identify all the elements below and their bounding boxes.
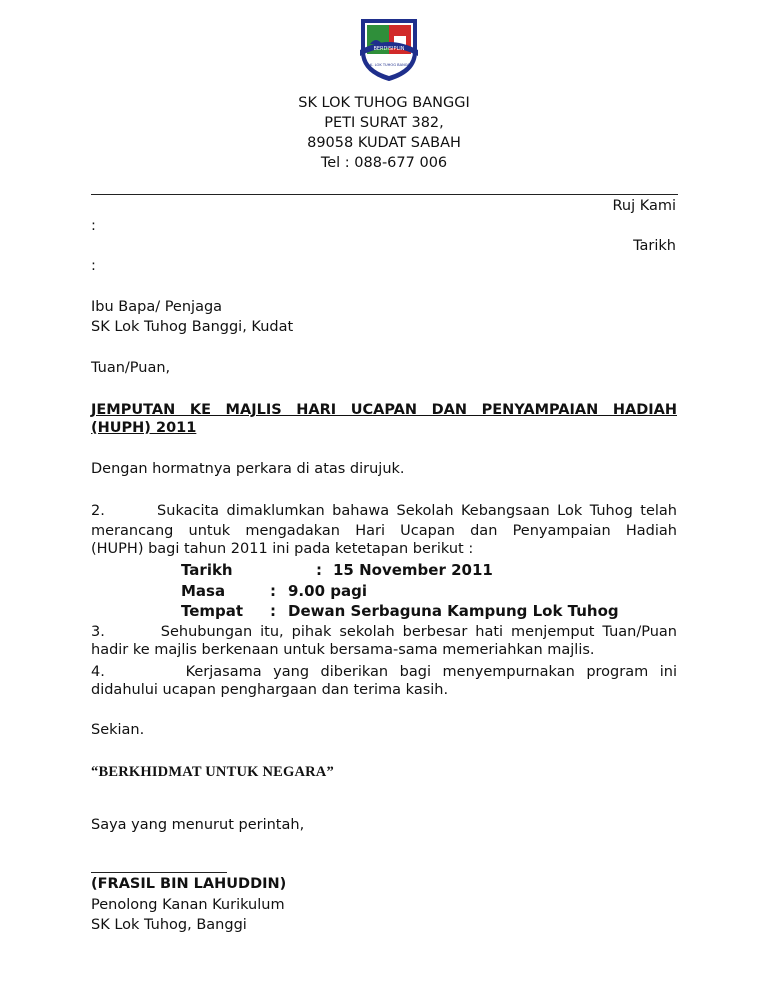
detail-value-tempat: Dewan Serbaguna Kampung Lok Tuhog	[288, 602, 619, 620]
paragraph-3-line-1: 3. Sehubungan itu, pihak sekolah berbesar hati menjemput Tuan/Puan	[91, 624, 677, 640]
detail-label-tempat: Tempat	[181, 602, 244, 620]
signature-line	[91, 872, 227, 873]
paragraph-2-line-1: 2. Sukacita dimaklumkan bahawa Sekolah Kebangsaan Lok Tuhog telah	[91, 503, 677, 519]
paragraph-4-line-1: 4. Kerjasama yang diberikan bagi menyempurnakan program ini	[91, 664, 677, 680]
sekian: Sekian.	[91, 722, 145, 738]
opening-line: Dengan hormatnya perkara di atas dirujuk.	[91, 461, 405, 477]
tarikh-colon: :	[91, 258, 96, 274]
signatory-name: (FRASIL BIN LAHUDDIN)	[91, 876, 287, 892]
detail-label-tarikh: Tarikh	[181, 561, 233, 579]
letterhead-divider	[91, 194, 678, 195]
telephone: Tel : 088-677 006	[320, 155, 448, 171]
subject-line-1: JEMPUTAN KE MAJLIS HARI UCAPAN DAN PENYAMPAIAN HADIAH	[91, 402, 677, 418]
logo-banner-text: BERDISIPLIN	[373, 46, 405, 52]
detail-sep-tarikh: :	[316, 561, 322, 579]
subject-line-2: (HUPH) 2011	[91, 420, 197, 436]
ruj-kami-colon: :	[91, 218, 96, 234]
detail-value-tarikh: 15 November 2011	[333, 561, 493, 579]
school-logo	[356, 14, 422, 82]
recipient-line-1: Ibu Bapa/ Penjaga	[91, 299, 223, 315]
school-name: SK LOK TUHOG BANGGI	[298, 95, 470, 111]
ruj-kami-label: Ruj Kami	[612, 198, 676, 214]
detail-sep-masa: :	[270, 582, 276, 600]
detail-label-masa: Masa	[181, 582, 226, 600]
paragraph-4-line-2: didahului ucapan penghargaan dan terima kasih.	[91, 682, 449, 698]
paragraph-3-line-2: hadir ke majlis berkenaan untuk bersama-sama memeriahkan majlis.	[91, 642, 595, 658]
detail-value-masa: 9.00 pagi	[288, 582, 367, 600]
motto: “BERKHIDMAT UNTUK NEGARA”	[91, 764, 334, 780]
recipient-line-2: SK Lok Tuhog Banggi, Kudat	[91, 319, 294, 335]
postcode-city: 89058 KUDAT SABAH	[307, 135, 461, 151]
paragraph-2-line-3: (HUPH) bagi tahun 2011 ini pada ketetapan berikut :	[91, 541, 474, 557]
detail-sep-tempat: :	[270, 602, 276, 620]
salutation: Tuan/Puan,	[91, 360, 171, 376]
po-box: PETI SURAT 382,	[324, 115, 444, 131]
logo-lower-text: S.K. LOK TUHOG BANGGI	[366, 63, 412, 67]
signatory-position: Penolong Kanan Kurikulum	[91, 897, 285, 913]
signatory-school: SK Lok Tuhog, Banggi	[91, 917, 247, 933]
yours-faithfully: Saya yang menurut perintah,	[91, 817, 305, 833]
paragraph-2-line-2: merancang untuk mengadakan Hari Ucapan dan Penyampaian Hadiah	[91, 523, 677, 539]
tarikh-label: Tarikh	[633, 238, 676, 254]
